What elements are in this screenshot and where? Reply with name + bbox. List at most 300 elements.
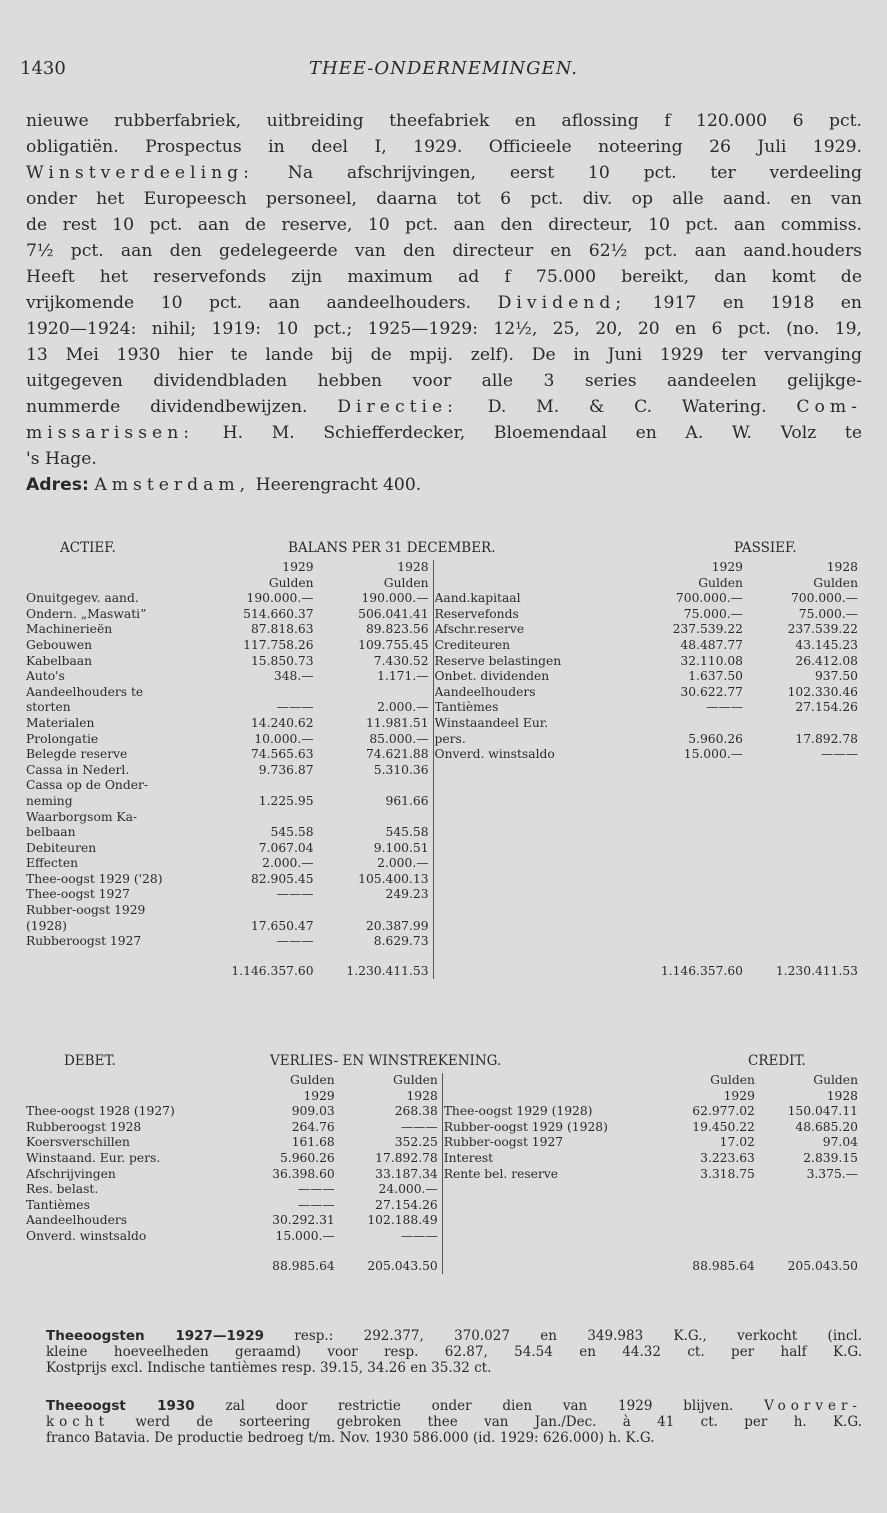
value-current: ———: [297, 1182, 335, 1197]
text-line: [26, 394, 862, 420]
text-line: de rest 10 pct. aan de reserve, 10 pct. aan den directeur, 10 pct. aan commiss.: [26, 215, 862, 235]
blank-cell: [632, 872, 747, 888]
table-row: [26, 638, 862, 654]
dividend-label: Dividend;: [497, 293, 627, 313]
column-header: 1928: [826, 560, 858, 574]
value-previous: 8.629.73: [373, 934, 429, 949]
text-line: uitgegeven dividendbladen hebben voor alle 3 series aandeelen gelijkge-: [26, 371, 862, 391]
table-row: [26, 1135, 862, 1151]
row-label: Rubberoogst 1928: [26, 1119, 142, 1134]
value-previous: 150.047.11: [787, 1104, 858, 1119]
blank-cell: [444, 1073, 653, 1089]
row-label: Tantièmes: [26, 1197, 90, 1212]
value-previous: 2.839.15: [803, 1150, 858, 1165]
blank-cell: [435, 934, 633, 950]
row-label: Winstaandeel Eur.: [434, 715, 549, 730]
value-previous: 545.58: [385, 825, 429, 840]
table-row: [26, 887, 862, 903]
value-previous: 961.66: [385, 793, 429, 808]
value-previous: 2.000.—: [377, 700, 429, 715]
value-previous: 102.188.49: [367, 1213, 438, 1228]
value-current: 3.223.63: [700, 1150, 755, 1165]
oogst-1930-text: werd de sorteering gebroken thee van Jan./Dec. à 41 ct. per h. K.G.: [135, 1414, 862, 1430]
directie-text: D. M. & C. Watering.: [487, 397, 767, 417]
row-label: (1928): [26, 918, 67, 933]
row-label: Onverd. winstsaldo: [26, 1228, 147, 1243]
table-row: [26, 872, 862, 888]
blank-cell: [435, 794, 633, 810]
value-previous: [318, 685, 433, 701]
blank-cell: [444, 1182, 653, 1198]
dividend-text: 1917 en 1918 en: [652, 293, 862, 313]
value-current: 14.240.62: [250, 715, 314, 730]
column-header: 1928: [826, 1088, 858, 1103]
value-previous: 352.25: [394, 1135, 438, 1150]
value-current: [220, 903, 318, 919]
row-label: Afschrijvingen: [26, 1166, 116, 1181]
table-row: [26, 607, 862, 623]
row-label: Reservefonds: [434, 606, 519, 621]
column-header: Gulden: [393, 1073, 438, 1087]
blank-cell: [444, 1198, 653, 1214]
value-current: 264.76: [291, 1119, 335, 1134]
value-previous: 506.041.41: [358, 606, 429, 621]
column-header: 1928: [397, 560, 429, 574]
value-current: 87.818.63: [250, 622, 314, 637]
debet-heading: DEBET.: [64, 1053, 116, 1069]
value-previous: 33.187.34: [375, 1166, 438, 1181]
row-label: Aandeelhouders: [26, 1213, 128, 1228]
blank-cell: [26, 1089, 251, 1105]
blank-cell: [747, 841, 862, 857]
blank-cell: [652, 1198, 759, 1214]
row-label: Thee-oogst 1927: [26, 887, 130, 902]
value-current: 3.318.75: [700, 1166, 755, 1181]
table-row: [26, 919, 862, 935]
value-previous: 20.387.99: [365, 918, 429, 933]
blank-cell: [652, 1213, 759, 1229]
row-label: Aand.kapitaal: [434, 591, 521, 606]
voorverkocht-label: Voorver-: [764, 1398, 862, 1414]
value-previous: 190.000.—: [361, 591, 429, 606]
table-row: [26, 1104, 862, 1120]
total-current: 88.985.64: [272, 1258, 335, 1273]
commissarissen-label: missarissen:: [26, 423, 195, 443]
value-current: 15.000.—: [275, 1228, 335, 1243]
text-line: [26, 420, 862, 446]
total-current: 88.985.64: [692, 1258, 755, 1273]
value-current: 1.637.50: [688, 669, 743, 684]
value-current: ———: [276, 934, 314, 949]
value-current: 36.398.60: [272, 1166, 335, 1181]
table-row: [26, 841, 862, 857]
row-label: neming: [26, 793, 73, 808]
value-previous: 105.400.13: [358, 871, 429, 886]
value-current: 348.—: [273, 669, 314, 684]
total-previous: 205.043.50: [367, 1258, 438, 1273]
text-line: Kostprijs excl. Indische tantièmes resp. 39.15, 34.26 en 35.32 ct.: [46, 1360, 492, 1376]
blank-cell: [435, 872, 633, 888]
blank-cell: [435, 576, 633, 592]
total-previous: 1.230.411.53: [775, 963, 858, 978]
value-current: 2.000.—: [262, 856, 314, 871]
dividend-pre: vrijkomende 10 pct. aan aandeelhouders.: [26, 293, 472, 313]
row-label: storten: [26, 700, 71, 715]
value-current: 117.758.26: [243, 637, 314, 652]
row-label: Tantièmes: [434, 700, 499, 715]
value-current: 17.02: [719, 1135, 755, 1150]
value-previous: 89.823.56: [365, 622, 429, 637]
table-row: [26, 1198, 862, 1214]
value-current: 75.000.—: [683, 606, 743, 621]
value-current: 15.850.73: [250, 653, 314, 668]
row-label: Onuitgegev. aand.: [26, 591, 139, 606]
text-line: kleine hoeveelheden geraamd) voor resp. 62.87, 54.54 en 44.32 ct. per half K.G.: [46, 1344, 862, 1360]
row-label: Onbet. dividenden: [434, 669, 550, 684]
address-line: [26, 472, 862, 498]
blank-cell: [759, 1229, 862, 1245]
blank-cell: [435, 778, 633, 794]
value-previous: 102.330.46: [787, 684, 858, 699]
value-current: 30.292.31: [272, 1213, 335, 1228]
table-row: [26, 732, 862, 748]
value-previous: ———: [821, 747, 858, 762]
blank-cell: [652, 1229, 759, 1245]
table-row: [26, 622, 862, 638]
passief-heading: PASSIEF.: [734, 540, 797, 556]
company-paragraph: [26, 108, 862, 498]
winstverdeeling-label: Winstverdeeling:: [26, 163, 254, 183]
page-header: [20, 54, 867, 84]
row-label: Crediteuren: [434, 637, 511, 652]
value-previous: 1.171.—: [377, 669, 429, 684]
directie-pre: nummerde dividendbewijzen.: [26, 397, 308, 417]
column-header: Gulden: [289, 1073, 335, 1087]
value-current: 700.000.—: [675, 591, 743, 606]
balance-title: BALANS PER 31 DECEMBER.: [288, 540, 496, 556]
value-previous: 9.100.51: [373, 840, 429, 855]
blank-cell: [759, 1182, 862, 1198]
row-label: Onverd. winstsaldo: [434, 747, 555, 762]
profit-loss-account: [26, 1053, 862, 1274]
value-current: 82.905.45: [250, 871, 314, 886]
blank-cell: [26, 1073, 251, 1089]
value-previous: ———: [400, 1119, 438, 1134]
row-label: Ondern. „Maswati”: [26, 606, 147, 621]
value-previous: 48.685.20: [795, 1119, 858, 1134]
value-current: 545.58: [270, 825, 314, 840]
value-current: 17.650.47: [250, 918, 314, 933]
table-row: [26, 700, 862, 716]
row-label: Winstaand. Eur. pers.: [26, 1150, 161, 1165]
value-previous: 11.981.51: [365, 715, 429, 730]
blank-cell: [632, 841, 747, 857]
table-row: [26, 1151, 862, 1167]
value-current: 30.622.77: [680, 684, 743, 699]
value-current: 909.03: [291, 1104, 335, 1119]
column-header: Gulden: [710, 1073, 755, 1087]
profit-loss-table: [26, 1073, 862, 1274]
row-label: Rente bel. reserve: [443, 1166, 559, 1181]
text-line: 1920—1924: nihil; 1919: 10 pct.; 1925—1929: 12½, 25, 20, 20 en 6 pct. (no. 19,: [26, 319, 862, 339]
value-current: 19.450.22: [692, 1119, 755, 1134]
blank-cell: [632, 887, 747, 903]
value-previous: 85.000.—: [369, 731, 429, 746]
column-header: Gulden: [698, 575, 743, 590]
text-line: 13 Mei 1930 hier te lande bij de mpij. zelf). De in Juni 1929 ter vervanging: [26, 345, 862, 365]
profit-loss-title: VERLIES- EN WINSTREKENING.: [270, 1053, 502, 1069]
table-row: [26, 1229, 862, 1245]
table-row: [26, 810, 862, 826]
total-previous: 205.043.50: [787, 1258, 858, 1273]
table-row: [26, 669, 862, 685]
table-row: [26, 685, 862, 701]
value-current: 48.487.77: [680, 637, 743, 652]
column-header-row: [26, 560, 862, 576]
column-header-row: [26, 1089, 862, 1105]
value-current: 15.000.—: [683, 747, 743, 762]
value-current: 1.225.95: [258, 793, 314, 808]
adres-street: Heerengracht 400.: [255, 475, 422, 495]
value-current: 32.110.08: [680, 653, 743, 668]
blank-cell: [747, 810, 862, 826]
adres-label: Adres:: [26, 475, 89, 495]
row-label: Auto's: [26, 669, 65, 684]
value-previous: 17.892.78: [795, 731, 858, 746]
row-label: Thee-oogst 1929 (1928): [443, 1104, 593, 1119]
blank-cell: [435, 903, 633, 919]
value-previous: 43.145.23: [795, 637, 858, 652]
value-current: 9.736.87: [258, 762, 314, 777]
text-line: franco Batavia. De productie bedroeg t/m. Nov. 1930 586.000 (id. 1929: 626.000) h. K.G.: [46, 1430, 655, 1446]
table-row: [26, 654, 862, 670]
value-current: [220, 810, 318, 826]
row-label: Aandeelhouders te: [26, 684, 144, 699]
value-previous: 27.154.26: [375, 1197, 438, 1212]
column-header-row: [26, 576, 862, 592]
blank-cell: [435, 887, 633, 903]
blank-cell: [747, 794, 862, 810]
blank-cell: [435, 950, 633, 980]
row-label: pers.: [434, 731, 466, 746]
column-header: 1928: [406, 1088, 438, 1103]
row-label: Belegde reserve: [26, 747, 128, 762]
value-current: 7.067.04: [258, 840, 314, 855]
value-previous: 27.154.26: [795, 700, 858, 715]
blank-cell: [435, 825, 633, 841]
row-label: Rubber-oogst 1929: [26, 903, 146, 918]
value-current: 74.565.63: [250, 747, 314, 762]
row-label: Reserve belastingen: [434, 653, 562, 668]
value-current: ———: [706, 700, 743, 715]
row-label: Prolongatie: [26, 731, 99, 746]
row-label: Gebouwen: [26, 637, 93, 652]
row-label: Cassa op de Onder-: [26, 778, 149, 793]
value-previous: ———: [400, 1228, 438, 1243]
row-label: Cassa in Nederl.: [26, 762, 130, 777]
credit-heading: CREDIT.: [748, 1053, 806, 1069]
blank-cell: [747, 903, 862, 919]
blank-cell: [632, 856, 747, 872]
text-line: [26, 160, 862, 186]
row-label: Materialen: [26, 715, 95, 730]
value-current: [220, 778, 318, 794]
value-current: 10.000.—: [254, 731, 314, 746]
directie-label: Directie:: [337, 397, 458, 417]
table-row: [26, 825, 862, 841]
value-previous: 109.755.45: [358, 637, 429, 652]
blank-cell: [747, 919, 862, 935]
blank-cell: [632, 934, 747, 950]
value-previous: 7.430.52: [373, 653, 429, 668]
table-row: [26, 1167, 862, 1183]
oogsten-label: Theeoogsten 1927—1929: [46, 1328, 265, 1344]
blank-cell: [632, 778, 747, 794]
table-row: [26, 778, 862, 794]
blank-cell: [26, 560, 220, 576]
row-label: Afschr.reserve: [434, 622, 525, 637]
blank-cell: [632, 903, 747, 919]
column-header: 1929: [282, 560, 314, 574]
blank-cell: [747, 825, 862, 841]
blank-cell: [747, 934, 862, 950]
row-label: Res. belast.: [26, 1182, 99, 1197]
row-label: Effecten: [26, 856, 79, 871]
oogst-1930-paragraph: [46, 1398, 862, 1446]
row-label: Rubber-oogst 1929 (1928): [443, 1119, 608, 1134]
running-title: THEE-ONDERNEMINGEN.: [308, 58, 579, 79]
blank-cell: [747, 872, 862, 888]
table-row: [26, 934, 862, 950]
voorverkocht-label-cont: kocht: [46, 1414, 109, 1430]
value-previous: [318, 778, 433, 794]
row-label: Rubber-oogst 1927: [443, 1135, 564, 1150]
oogsten-paragraph: [46, 1328, 862, 1376]
blank-cell: [444, 1245, 653, 1275]
blank-cell: [632, 825, 747, 841]
column-header: 1929: [303, 1088, 335, 1103]
value-previous: [318, 810, 433, 826]
total-current: 1.146.357.60: [660, 963, 743, 978]
text-line: Heeft het reservefonds zijn maximum ad f 75.000 bereikt, dan komt de: [26, 267, 862, 287]
totals-row: [26, 1245, 862, 1275]
value-previous: 3.375.—: [806, 1166, 858, 1181]
value-current: 62.977.02: [692, 1104, 755, 1119]
value-current: ———: [276, 700, 314, 715]
oogst-1930-label: Theeoogst 1930: [46, 1398, 195, 1414]
value-current: ———: [276, 887, 314, 902]
blank-cell: [435, 763, 633, 779]
blank-cell: [632, 810, 747, 826]
totals-row: [26, 950, 862, 980]
table-row: [26, 794, 862, 810]
value-previous: 97.04: [822, 1135, 858, 1150]
row-label: Thee-oogst 1928 (1927): [26, 1104, 175, 1119]
blank-cell: [435, 841, 633, 857]
column-header: 1929: [723, 1088, 755, 1103]
row-label: Aandeelhouders: [434, 684, 536, 699]
blank-cell: [747, 887, 862, 903]
blank-cell: [26, 950, 220, 980]
column-header: Gulden: [813, 575, 858, 590]
table-row: [26, 1120, 862, 1136]
row-label: Thee-oogst 1929 ('28): [26, 871, 163, 886]
row-label: Kabelbaan: [26, 653, 93, 668]
text-line: [26, 290, 862, 316]
page-number: 1430: [20, 58, 66, 79]
balance-sheet: [26, 540, 862, 979]
row-label: Debiteuren: [26, 840, 97, 855]
value-current: [220, 685, 318, 701]
row-label: belbaan: [26, 825, 76, 840]
table-row: [26, 856, 862, 872]
column-header: 1929: [711, 560, 743, 574]
column-header: Gulden: [268, 575, 314, 590]
column-header: Gulden: [813, 1073, 858, 1087]
table-row: [26, 591, 862, 607]
value-current: ———: [297, 1197, 335, 1212]
value-current: 5.960.26: [688, 731, 743, 746]
blank-cell: [435, 810, 633, 826]
text-line: onder het Europeesch personeel, daarna tot 6 pct. div. op alle aand. en van: [26, 189, 862, 209]
total-previous: 1.230.411.53: [346, 963, 429, 978]
value-previous: 24.000.—: [378, 1182, 438, 1197]
column-header: Gulden: [383, 575, 429, 590]
blank-cell: [435, 919, 633, 935]
value-current: 190.000.—: [246, 591, 314, 606]
commissarissen-text: H. M. Schiefferdecker, Bloemendaal en A. W. Volz te: [222, 423, 862, 443]
row-label: Koersverschillen: [26, 1135, 130, 1150]
total-current: 1.146.357.60: [231, 963, 314, 978]
value-previous: 74.621.88: [365, 747, 429, 762]
table-row: [26, 1213, 862, 1229]
blank-cell: [747, 763, 862, 779]
table-row: [26, 903, 862, 919]
blank-cell: [759, 1213, 862, 1229]
blank-cell: [444, 1213, 653, 1229]
oogsten-text: resp.: 292.377, 370.027 en 349.983 K.G., verkocht (incl.: [294, 1328, 863, 1344]
oogst-1930-text: zal door restrictie onder dien van 1929 blijven.: [225, 1398, 734, 1414]
value-previous: 249.23: [385, 887, 429, 902]
value-previous: 5.310.36: [373, 762, 429, 777]
blank-cell: [747, 778, 862, 794]
value-current: [632, 716, 747, 732]
row-label: Waarborgsom Ka-: [26, 809, 138, 824]
winstverdeeling-text: Na afschrijvingen, eerst 10 pct. ter verdeeling: [287, 163, 862, 183]
text-line: nieuwe rubberfabriek, uitbreiding theefabriek en aflossing f 120.000 6 pct.: [26, 111, 862, 131]
value-previous: [747, 716, 862, 732]
table-row: [26, 1182, 862, 1198]
blank-cell: [747, 856, 862, 872]
text-line: obligatiën. Prospectus in deel I, 1929. Officieele noteering 26 Juli 1929.: [26, 137, 862, 157]
value-previous: 2.000.—: [377, 856, 429, 871]
table-row: [26, 716, 862, 732]
value-previous: 17.892.78: [375, 1150, 438, 1165]
value-previous: 700.000.—: [790, 591, 858, 606]
table-row: [26, 763, 862, 779]
row-label: Machinerieën: [26, 622, 113, 637]
blank-cell: [632, 794, 747, 810]
blank-cell: [435, 560, 633, 576]
value-current: 5.960.26: [279, 1150, 335, 1165]
value-previous: [318, 903, 433, 919]
blank-cell: [632, 763, 747, 779]
table-row: [26, 747, 862, 763]
value-current: 237.539.22: [672, 622, 743, 637]
value-previous: 26.412.08: [795, 653, 858, 668]
balance-table: [26, 560, 862, 979]
text-line: 7½ pct. aan den gedelegeerde van den directeur en 62½ pct. aan aand.houders: [26, 241, 862, 261]
